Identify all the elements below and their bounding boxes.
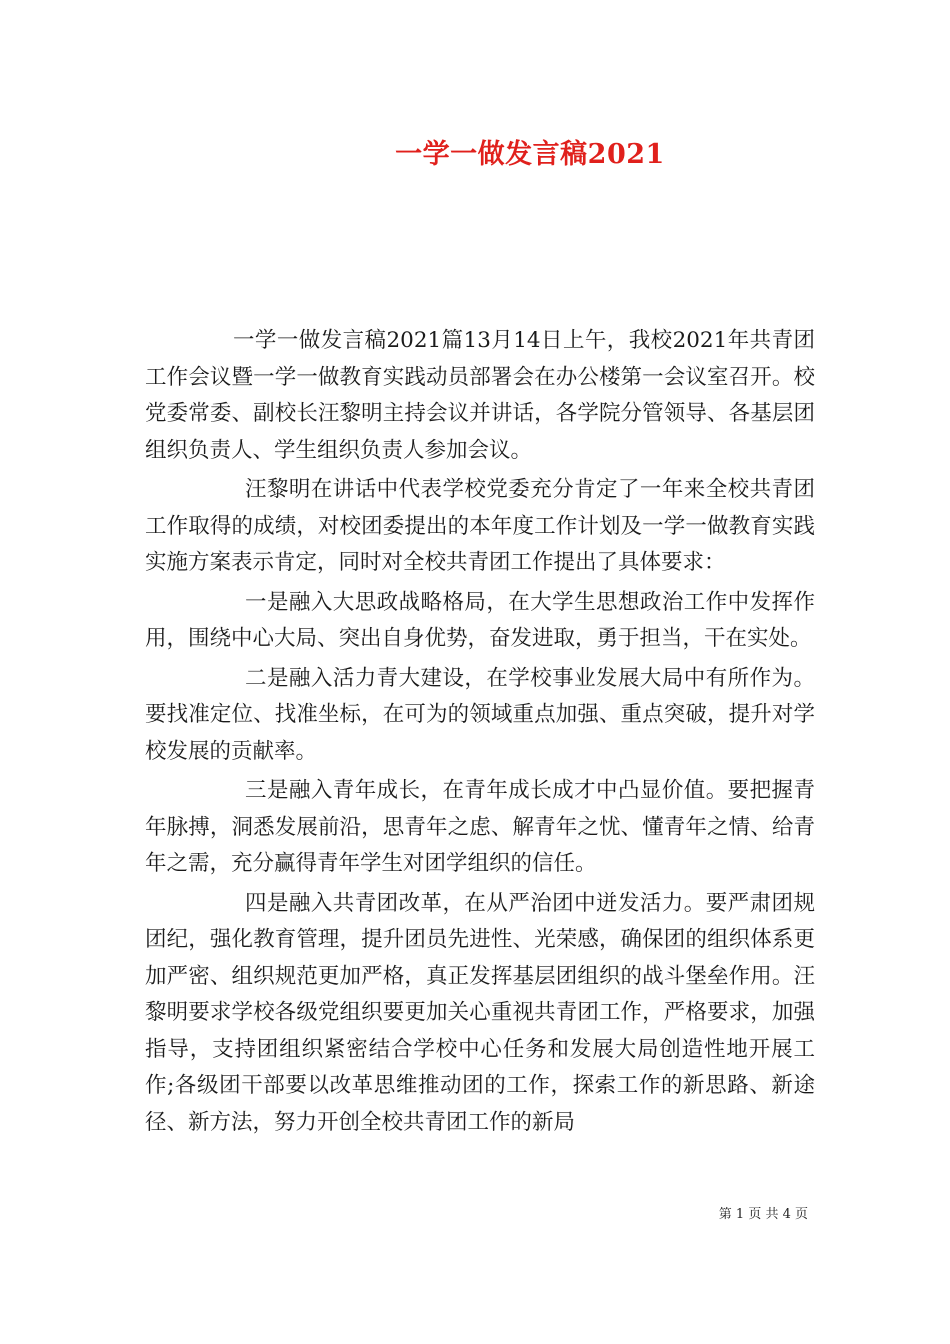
- paragraph-3: 一是融入大思政战略格局，在大学生思想政治工作中发挥作用，围绕中心大局、突出自身优势，奋发进取，勇于担当，干在实处。: [145, 589, 815, 651]
- document-title: 一学一做发言稿2021: [395, 139, 665, 170]
- paragraph-1: 一学一做发言稿2021篇13月14日上午，我校2021年共青团工作会议暨一学一做教育实践动员部署会在办公楼第一会议室召开。校党委常委、副校长汪黎明主持会议并讲话，各学院分管领导、各基层团组织负责人、学生组织负责人参加会议。: [145, 328, 815, 463]
- paragraph-5: 三是融入青年成长，在青年成长成才中凸显价值。要把握青年脉搏，洞悉发展前沿，思青年之虑、解青年之忧、懂青年之情、给青年之需，充分赢得青年学生对团学组织的信任。: [145, 778, 815, 876]
- page-number-footer: 第 1 页 共 4 页: [718, 1207, 808, 1222]
- document-body: [145, 323, 815, 1144]
- paragraph-6: 四是融入共青团改革，在从严治团中迸发活力。要严肃团规团纪，强化教育管理，提升团员先进性、光荣感，确保团的组织体系更加严密、组织规范更加严格，真正发挥基层团组织的战斗堡垒作用。汪黎明要求学校各级党组织要更加关心重视共青团工作，严格要求，加强指导，支持团组织紧密结合学校中心任务和发展大局创造性地开展工作;各级团干部要以改革思维推动团的工作，探索工作的新思路、新途径、新方法，努力开创全校共青团工作的新局: [145, 890, 815, 1135]
- paragraph-2: 汪黎明在讲话中代表学校党委充分肯定了一年来全校共青团工作取得的成绩，对校团委提出的本年度工作计划及一学一做教育实践实施方案表示肯定，同时对全校共青团工作提出了具体要求：: [145, 477, 815, 575]
- paragraph-4: 二是融入活力青大建设，在学校事业发展大局中有所作为。要找准定位、找准坐标，在可为的领域重点加强、重点突破，提升对学校发展的贡献率。: [145, 665, 815, 764]
